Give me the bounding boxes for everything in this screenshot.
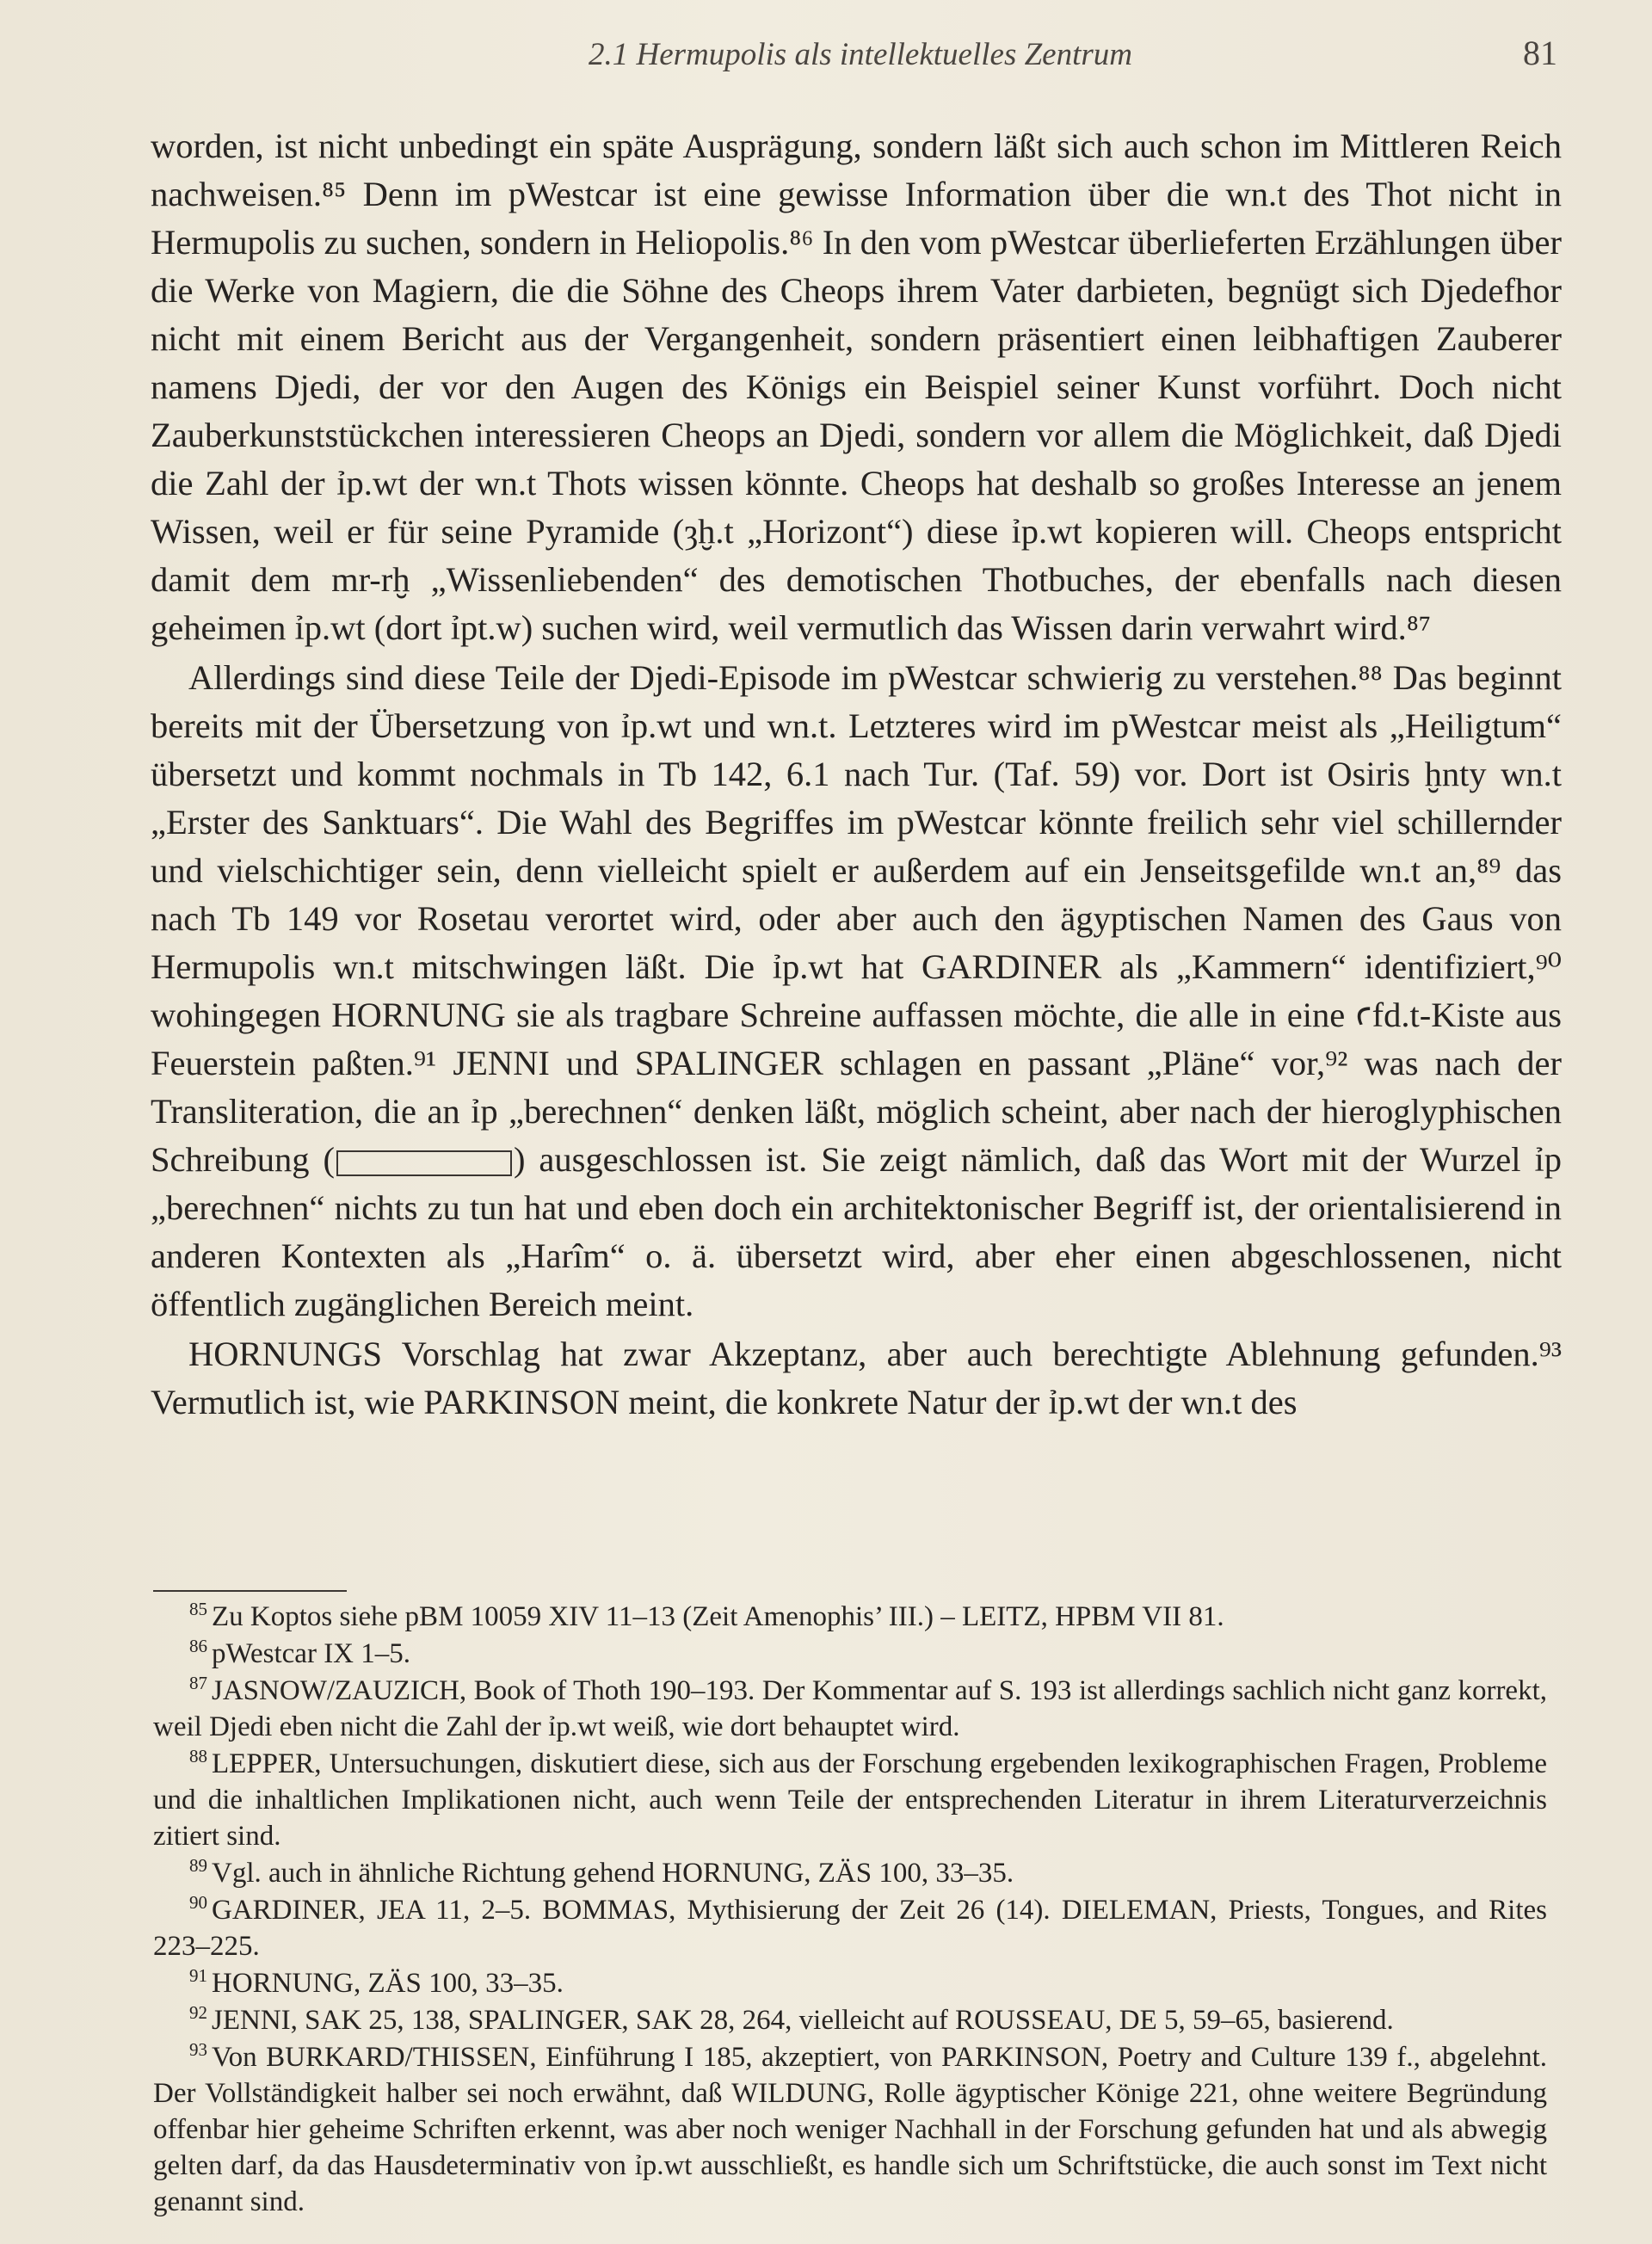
footnote-text: HORNUNG, ZÄS 100, 33–35. <box>212 1968 564 1999</box>
footnote-text: LEPPER, Untersuchungen, diskutiert diese, sich aus der Forschung ergebenden lexikographischen Fragen, Probleme und die inhaltlichen Implikationen nicht, auch wenn Teile der entsprechenden Literatur in ihrem Literaturverzeichnis zitiert sind. <box>153 1748 1547 1852</box>
page-number: 81 <box>1523 34 1557 72</box>
footnotes <box>153 1599 1547 2221</box>
footnote-91 <box>153 1965 1547 2001</box>
footnote-88 <box>153 1746 1547 1854</box>
footnote-number: 93 <box>189 2039 207 2060</box>
footnote-92 <box>153 2002 1547 2038</box>
footnote-93 <box>153 2039 1547 2220</box>
footnote-number: 89 <box>189 1855 207 1876</box>
footnote-text: Von BURKARD/THISSEN, Einführung I 185, akzeptiert, von PARKINSON, Poetry and Culture 139 f., abgelehnt. Der Vollständigkeit halber sei noch erwähnt, daß WILDUNG, Rolle ägyptischer Könige 221, ohne weitere Begründung offenbar hier geheime Schriften erkennt, was aber noch weniger Nachhall in der Forschung gefunden hat und als abwegig gelten darf, da das Hausdeterminativ von ỉp.wt ausschließt, es handle sich um Schriftstücke, die auch sonst im Text nicht genannt sind. <box>153 2042 1547 2217</box>
footnote-number: 85 <box>189 1599 207 1619</box>
paragraph-1: worden, ist nicht unbedingt ein späte Ausprägung, sondern läßt sich auch schon im Mittleren Reich nachweisen.⁸⁵ Denn im pWestcar ist eine gewisse Information über die wn.t des Thot nicht in Hermupolis zu suchen, sondern in Heliopolis.⁸⁶ In den vom pWestcar überlieferten Erzählungen über die Werke von Magiern, die die Söhne des Cheops ihrem Vater darbieten, begnügt sich Djedefhor nicht mit einem Bericht aus der Vergangenheit, sondern präsentiert einen leibhaftigen Zauberer namens Djedi, der vor den Augen des Königs ein Beispiel seiner Kunst vorführt. Doch nicht Zauberkunststückchen interessieren Cheops an Djedi, sondern vor allem die Möglichkeit, daß Djedi die Zahl der ỉp.wt der wn.t Thots wissen könnte. Cheops hat deshalb so großes Interesse an jenem Wissen, weil er für seine Pyramide (ȝḫ.t „Horizont“) diese ỉp.wt kopieren will. Cheops entspricht damit dem mr-rḫ „Wissenliebenden“ des demotischen Thotbuches, der ebenfalls nach diesen geheimen ỉp.wt (dort ỉpt.w) suchen wird, weil vermutlich das Wissen darin verwahrt wird.⁸⁷ <box>151 126 1562 647</box>
footnote-86 <box>153 1636 1547 1672</box>
footnote-text: GARDINER, JEA 11, 2–5. BOMMAS, Mythisierung der Zeit 26 (14). DIELEMAN, Priests, Tongues, and Rites 223–225. <box>153 1895 1547 1962</box>
footnote-number: 91 <box>189 1965 207 1986</box>
footnote-90 <box>153 1892 1547 1964</box>
footnote-89 <box>153 1855 1547 1891</box>
footnote-number: 87 <box>189 1673 207 1693</box>
running-head: 2.1 Hermupolis als intellektuelles Zentrum <box>588 37 1133 72</box>
footnote-text: JASNOW/ZAUZICH, Book of Thoth 190–193. Der Kommentar auf S. 193 ist allerdings sachlich nicht ganz korrekt, weil Djedi eben nicht die Zahl der ỉp.wt weiß, wie dort behauptet wird. <box>153 1675 1547 1742</box>
footnote-87 <box>153 1673 1547 1745</box>
footnote-text: Zu Koptos siehe pBM 10059 XIV 11–13 (Zeit Amenophis’ III.) – LEITZ, HPBM VII 81. <box>212 1601 1224 1632</box>
footnote-number: 92 <box>189 2002 207 2023</box>
footnote-85 <box>153 1599 1547 1635</box>
footnote-number: 88 <box>189 1746 207 1766</box>
footnote-rule <box>153 1590 347 1592</box>
footnote-text: pWestcar IX 1–5. <box>212 1638 411 1669</box>
footnote-text: JENNI, SAK 25, 138, SPALINGER, SAK 28, 264, vielleicht auf ROUSSEAU, DE 5, 59–65, basierend. <box>212 2005 1394 2036</box>
paragraph-2-part-2: ) ausgeschlossen ist. Sie zeigt nämlich, daß das Wort mit der Wurzel ỉp „berechnen“ nichts zu tun hat und eben doch ein architektonischer Begriff ist, der orientalisierend in anderen Kontexten als „Harîm“ o. ä. übersetzt wird, aber eher einen abgeschlossenen, nicht öffentlich zugänglichen Bereich meint. <box>151 1140 1563 1323</box>
footnote-number: 90 <box>189 1892 207 1913</box>
footnote-number: 86 <box>189 1636 207 1656</box>
paragraph-2-part-1: Allerdings sind diese Teile der Djedi-Episode im pWestcar schwierig zu verstehen.⁸⁸ Das beginnt bereits mit der Übersetzung von ỉp.wt und wn.t. Letzteres wird im pWestcar meist als „Heiligtum“ übersetzt und kommt nochmals in Tb 142, 6.1 nach Tur. (Taf. 59) vor. Dort ist Osiris ḫnty wn.t „Erster des Sanktuars“. Die Wahl des Begriffes im pWestcar könnte freilich sehr viel schillernder und vielschichtiger sein, denn vielleicht spielt er außerdem auf ein Jenseitsgefilde wn.t an,⁸⁹ das nach Tb 149 vor Rosetau verortet wird, oder aber auch den ägyptischen Namen des Gaus von Hermupolis wn.t mitschwingen läßt. Die ỉp.wt hat GARDINER als „Kammern“ identifiziert,⁹⁰ wohingegen HORNUNG sie als tragbare Schreine auffassen möchte, die alle in eine ꜥfd.t-Kiste aus Feuerstein paßten.⁹¹ JENNI und SPALINGER schlagen en passant „Pläne“ vor,⁹² was nach der Transliteration, die an ỉp „berechnen“ denken läßt, möglich scheint, aber nach der hieroglyphischen Schreibung ( <box>151 658 1562 1179</box>
footnote-text: Vgl. auch in ähnliche Richtung gehend HORNUNG, ZÄS 100, 33–35. <box>212 1858 1014 1889</box>
main-text <box>151 122 1562 1427</box>
paragraph-3: HORNUNGS Vorschlag hat zwar Akzeptanz, aber auch berechtigte Ablehnung gefunden.⁹³ Vermutlich ist, wie PARKINSON meint, die konkrete Natur der ỉp.wt der wn.t des <box>151 1335 1562 1421</box>
hieroglyph-icon <box>336 1150 512 1176</box>
paragraph-2 <box>151 654 1562 1329</box>
